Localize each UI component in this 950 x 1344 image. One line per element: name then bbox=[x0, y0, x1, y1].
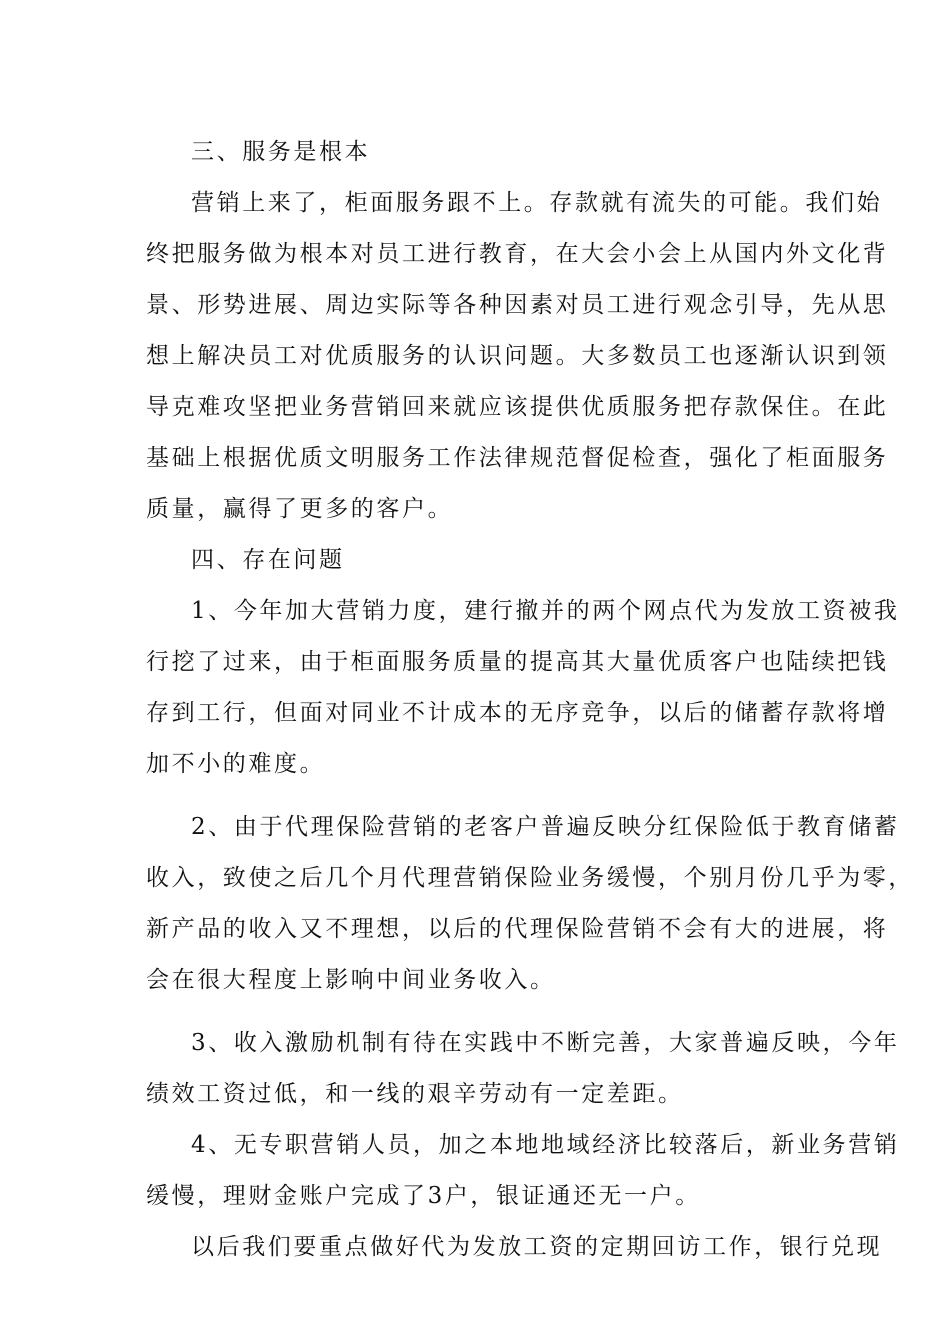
paragraph-line: 终把服务做为根本对员工进行教育，在大会小会上从国内外文化背 bbox=[146, 241, 889, 267]
paragraph-line: 存到工行，但面对同业不计成本的无序竞争，以后的储蓄存款将增 bbox=[146, 700, 889, 726]
paragraph-line: 质量，赢得了更多的客户。 bbox=[146, 496, 454, 522]
paragraph-line: 绩效工资过低，和一线的艰辛劳动有一定差距。 bbox=[146, 1081, 684, 1107]
paragraph-line: 会在很大程度上影响中间业务收入。 bbox=[146, 967, 556, 993]
paragraph-line: 2、由于代理保险营销的老客户普遍反映分红保险低于教育储蓄 bbox=[191, 814, 900, 840]
paragraph-line: 想上解决员工对优质服务的认识问题。大多数员工也逐渐认识到领 bbox=[146, 343, 889, 369]
paragraph-line: 缓慢，理财金账户完成了3户，银证通还无一户。 bbox=[146, 1183, 701, 1209]
section-heading-3: 三、服务是根本 bbox=[191, 139, 371, 165]
paragraph-line: 新产品的收入又不理想，以后的代理保险营销不会有大的进展，将 bbox=[146, 916, 889, 942]
paragraph-line: 导克难攻坚把业务营销回来就应该提供优质服务把存款保住。在此 bbox=[146, 394, 889, 420]
paragraph-line: 景、形势进展、周边实际等各种因素对员工进行观念引导，先从思 bbox=[146, 292, 889, 318]
paragraph-line: 1、今年加大营销力度，建行撤并的两个网点代为发放工资被我 bbox=[191, 598, 900, 624]
paragraph-line: 3、收入激励机制有待在实践中不断完善，大家普遍反映，今年 bbox=[191, 1030, 900, 1056]
paragraph-line: 收入，致使之后几个月代理营销保险业务缓慢，个别月份几乎为零， bbox=[146, 865, 914, 891]
paragraph-line: 以后我们要重点做好代为发放工资的定期回访工作，银行兑现 bbox=[191, 1234, 883, 1260]
paragraph-line: 加不小的难度。 bbox=[146, 751, 326, 777]
paragraph-line: 营销上来了，柜面服务跟不上。存款就有流失的可能。我们始 bbox=[191, 190, 883, 216]
paragraph-line: 基础上根据优质文明服务工作法律规范督促检查，强化了柜面服务 bbox=[146, 445, 889, 471]
paragraph-line: 行挖了过来，由于柜面服务质量的提高其大量优质客户也陆续把钱 bbox=[146, 649, 889, 675]
section-heading-4: 四、存在问题 bbox=[191, 547, 345, 573]
paragraph-line: 4、无专职营销人员，加之本地地域经济比较落后，新业务营销 bbox=[191, 1132, 900, 1158]
